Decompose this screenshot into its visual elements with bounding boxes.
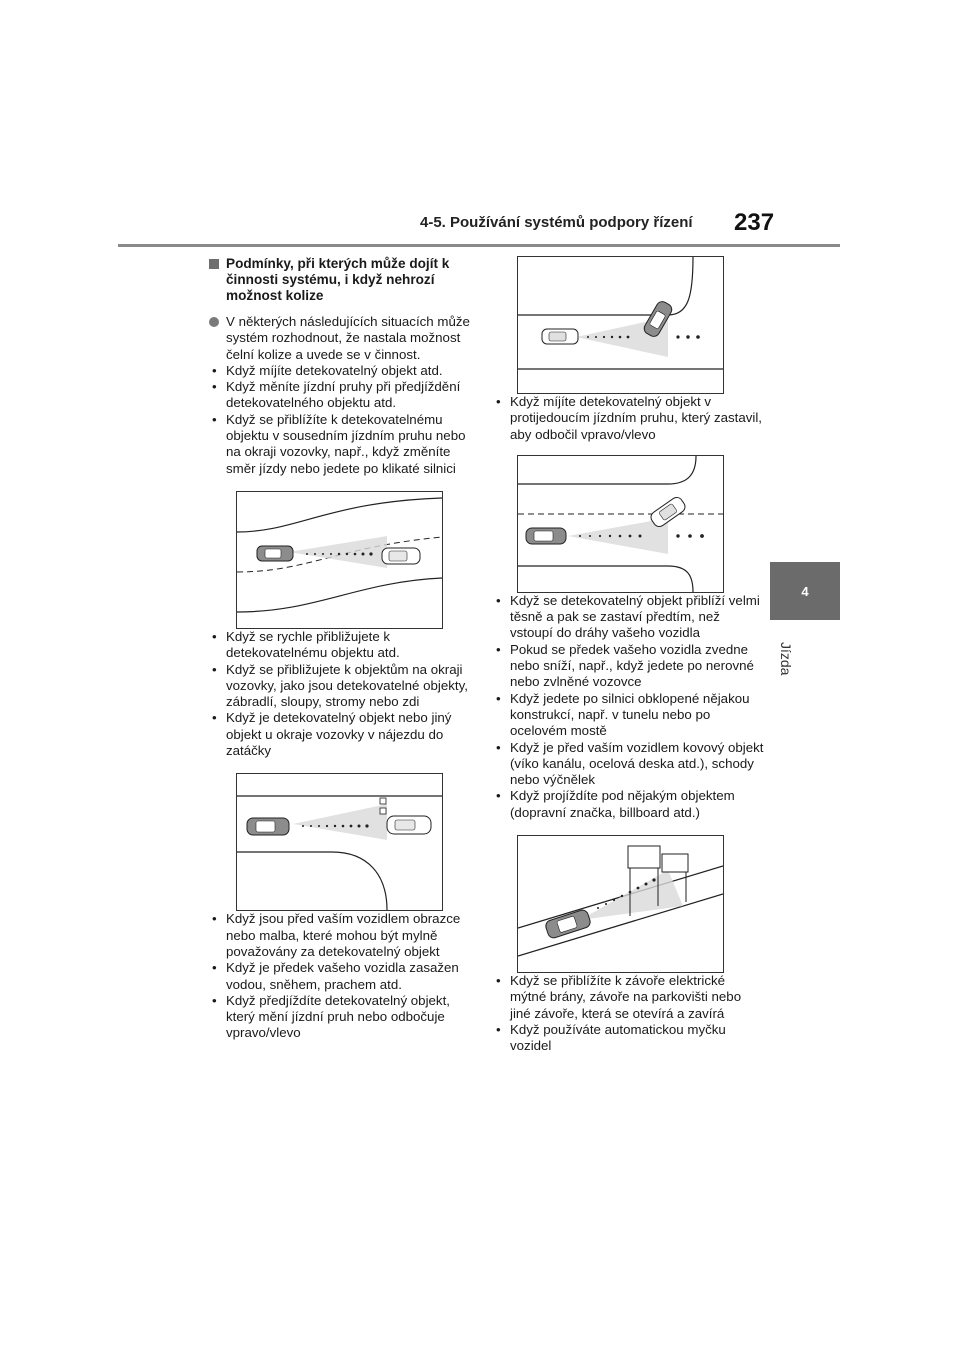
list-item: • Když se rychle přibližujete k detekovatelnému objektu atd. [208,629,480,662]
section-title: 4-5. Používání systémů podpory řízení [420,214,693,231]
list-item: • Když jedete po silnici obklopené nějakou konstrukcí, např. v tunelu nebo po ocelovém mostě [492,691,764,740]
list-item: • Když projíždíte pod nějakým objektem (dopravní značka, billboard atd.) [492,788,764,821]
header-rule [118,244,840,247]
turning-vehicle-illustration [517,256,724,394]
square-bullet-icon [209,259,219,269]
list-item: • Když se přiblížíte k detekovatelnému objektu v sousedním jízdním pruhu nebo na okraji vozovky, např., když změníte směr jízdy nebo jedete po klikaté silnici [208,412,480,477]
section-heading-text: Podmínky, při kterých může dojít k činnosti systému, i když nehrozí možnost kolize [226,256,450,303]
list-item: • Když jsou před vaším vozidlem obrazce nebo malba, které mohou být mylně považovány za detekovatelný objekt [208,911,480,960]
right-column [492,256,764,1055]
page-number: 237 [734,209,775,236]
list-item: • Pokud se předek vašeho vozidla zvedne nebo sníží, např., když jedete po nerovné nebo zvlněné vozovce [492,642,764,691]
list-item: • Když předjíždíte detekovatelný objekt, který mění jízdní pruh nebo odbočuje vpravo/vlevo [208,993,480,1042]
list-item: • Když je před vaším vozidlem kovový objekt (víko kanálu, ocelová deska atd.), schody nebo výčnělek [492,740,764,789]
list-item: • Když míjíte detekovatelný objekt v protijedoucím jízdním pruhu, který zastavil, aby odbočil vpravo/vlevo [492,394,764,443]
left-column [208,256,480,1042]
intro-paragraph [208,314,480,363]
bullet-list [208,629,480,759]
list-item: • Když měníte jízdní pruhy při předjíždění detekovatelného objektu atd. [208,379,480,412]
chapter-label: Jízda [778,642,794,676]
list-item: • Když se přiblížíte k závoře elektrické mýtné brány, závoře na parkovišti nebo jiné závoře, která se otevírá a zavírá [492,973,764,1022]
curved-road-illustration [236,491,443,629]
corner-entry-illustration [236,773,443,911]
circle-bullet-icon [209,317,219,327]
bullet-list [492,394,764,443]
approaching-vehicle-illustration [517,455,724,593]
section-heading [208,256,480,304]
intro-text: V některých následujících situacích může systém rozhodnout, že nastala možnost čelní kolize a uvede se v činnost. [226,314,470,362]
bullet-list [208,363,480,477]
list-item: • Když se detekovatelný objekt přiblíží velmi těsně a pak se zastaví předtím, než vstoupí do dráhy vašeho vozidla [492,593,764,642]
chapter-tab[interactable]: 4 [770,562,840,620]
bullet-list [208,911,480,1041]
list-item: • Když používáte automatickou myčku vozidel [492,1022,764,1055]
list-item: • Když se přibližujete k objektům na okraji vozovky, jako jsou detekovatelné objekty, zábradlí, sloupy, stromy nebo zdi [208,662,480,711]
bullet-list [492,973,764,1054]
list-item: • Když je předek vašeho vozidla zasažen vodou, sněhem, prachem atd. [208,960,480,993]
list-item: • Když je detekovatelný objekt nebo jiný objekt u okraje vozovky v nájezdu do zatáčky [208,710,480,759]
overhead-sign-illustration [517,835,724,973]
bullet-list [492,593,764,821]
list-item: • Když míjíte detekovatelný objekt atd. [208,363,480,379]
